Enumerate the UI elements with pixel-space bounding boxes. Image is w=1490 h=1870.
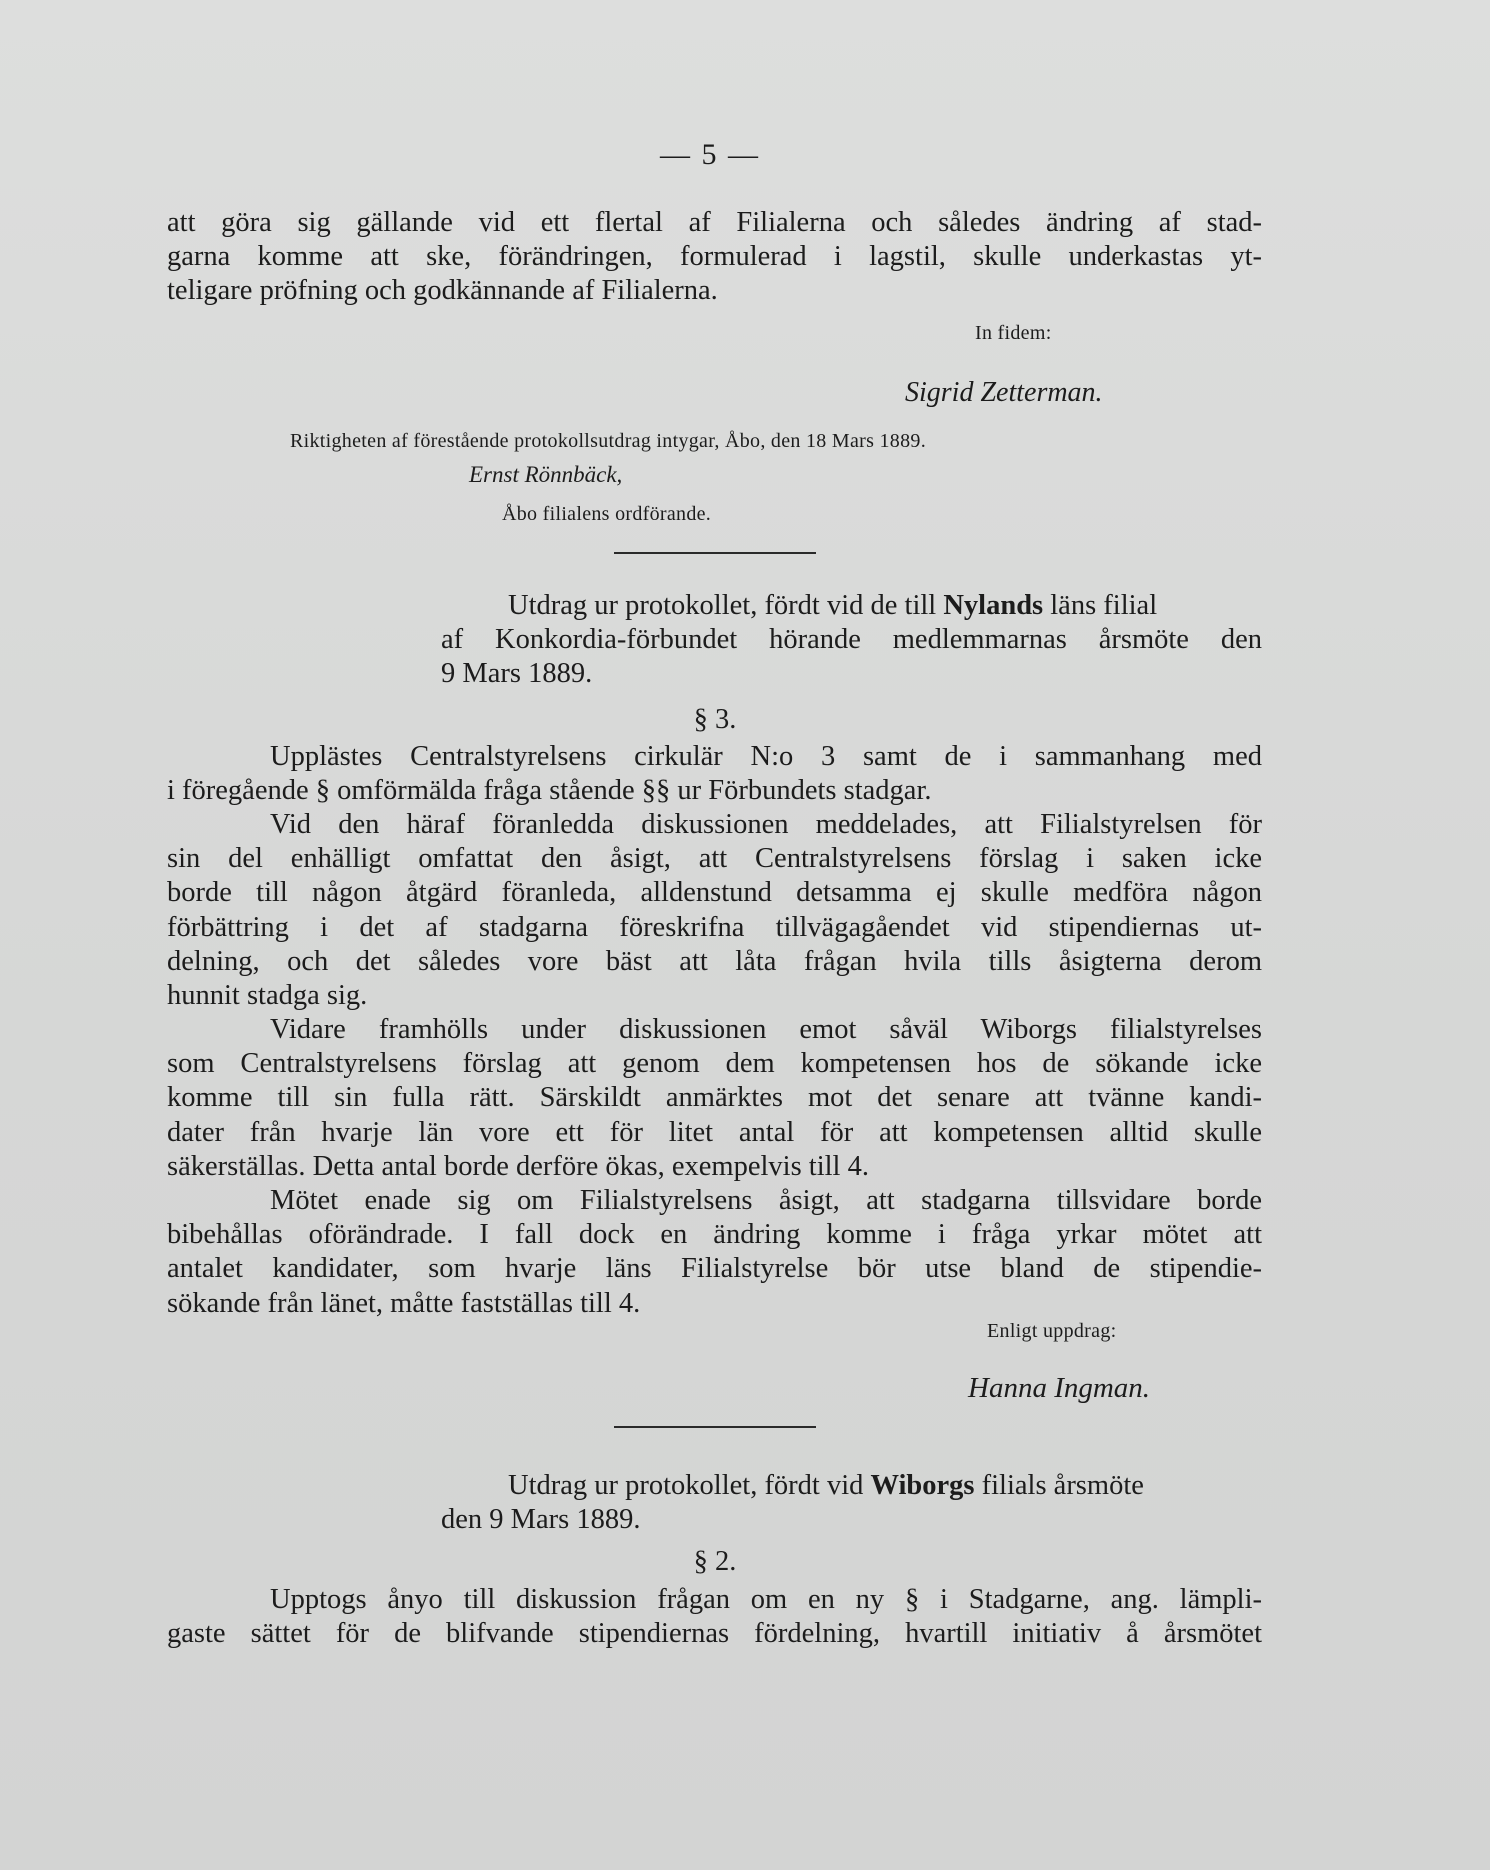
extract-heading-date: den 9 Mars 1889. bbox=[441, 1504, 641, 1535]
paragraph-further-discussion bbox=[167, 1013, 1262, 1184]
paragraph-decision bbox=[167, 1184, 1262, 1321]
text-line: antalet kandidater, som hvarje läns Filialstyrelse bör utse bland de stipendie- bbox=[167, 1253, 1262, 1285]
section-heading-2: § 2. bbox=[693, 1546, 737, 1577]
text-line: hunnit stadga sig. bbox=[167, 980, 368, 1012]
extract-heading-wiborgs bbox=[508, 1470, 1144, 1502]
signature-sigrid-zetterman: Sigrid Zetterman. bbox=[905, 377, 1103, 408]
divider-rule bbox=[614, 1426, 816, 1428]
paragraph-section3-intro bbox=[167, 740, 1262, 808]
paragraph-intro bbox=[167, 206, 1262, 309]
enligt-uppdrag-label: Enligt uppdrag: bbox=[987, 1320, 1117, 1342]
text-line: garna komme att ske, förändringen, formulerad i lagstil, skulle underkastas yt- bbox=[167, 241, 1262, 273]
extract-heading-nylands bbox=[508, 590, 1157, 622]
paragraph-section2 bbox=[167, 1583, 1262, 1651]
section-heading-3: § 3. bbox=[693, 704, 737, 735]
text-line: Upptogs ånyo till diskussion frågan om en ny § i Stadgarne, ang. lämpli- bbox=[270, 1584, 1262, 1615]
text-line: teligare pröfning och godkännande af Filialerna. bbox=[167, 275, 718, 307]
extract-heading-line: af Konkordia-förbundet hörande medlemmarnas årsmöte den bbox=[441, 624, 1262, 655]
text-line: delning, och det således vore bäst att låta frågan hvila tills åsigterna derom bbox=[167, 945, 1262, 977]
text-line: gaste sättet för de blifvande stipendiernas fördelning, hvartill initiativ å årsmötet bbox=[167, 1618, 1262, 1650]
signature-role: Åbo filialens ordförande. bbox=[502, 503, 712, 525]
in-fidem-label: In fidem: bbox=[975, 322, 1052, 344]
paragraph-discussion bbox=[167, 808, 1262, 1013]
extract-heading-text: Utdrag ur protokollet, fördt vid bbox=[508, 1470, 871, 1501]
text-line: i föregående § omförmälda fråga stående §§ ur Förbundets stadgar. bbox=[167, 775, 932, 807]
text-line: att göra sig gällande vid ett flertal af Filialerna och således ändring af stad- bbox=[167, 207, 1262, 238]
text-line: sökande från länet, måtte fastställas till 4. bbox=[167, 1287, 641, 1319]
text-line: komme till sin fulla rätt. Särskildt anmärktes mot det senare att tvänne kandi- bbox=[167, 1082, 1262, 1114]
certification-line: Riktigheten af förestående protokollsutdrag intygar, Åbo, den 18 Mars 1889. bbox=[290, 430, 927, 452]
text-line: sin del enhälligt omfattat den åsigt, att Centralstyrelsens förslag i saken icke bbox=[167, 843, 1262, 875]
extract-heading-bold: Wiborgs bbox=[870, 1470, 975, 1501]
extract-heading-bold: Nylands bbox=[943, 590, 1044, 621]
page-number: — 5 — bbox=[660, 138, 760, 171]
text-line: dater från hvarje län vore ett för litet antal för att kompetensen alltid skulle bbox=[167, 1116, 1262, 1148]
signature-hanna-ingman: Hanna Ingman. bbox=[968, 1372, 1151, 1404]
extract-heading-date: 9 Mars 1889. bbox=[441, 658, 593, 689]
text-line: borde till någon åtgärd föranleda, alldenstund detsamma ej skulle medföra någon bbox=[167, 877, 1262, 909]
extract-heading-text: läns filial bbox=[1043, 590, 1158, 621]
signature-ernst-ronnback: Ernst Rönnbäck, bbox=[469, 462, 623, 487]
text-line: Upplästes Centralstyrelsens cirkulär N:o 3 samt de i sammanhang med bbox=[270, 741, 1262, 772]
text-line: bibehållas oförändrade. I fall dock en ändring komme i fråga yrkar mötet att bbox=[167, 1219, 1262, 1251]
extract-heading-text: Utdrag ur protokollet, fördt vid de till bbox=[508, 590, 944, 621]
text-line: förbättring i det af stadgarna föreskrifna tillvägagåendet vid stipendiernas ut- bbox=[167, 911, 1262, 943]
text-line: Vid den häraf föranledda diskussionen meddelades, att Filialstyrelsen för bbox=[270, 809, 1262, 840]
text-line: Mötet enade sig om Filialstyrelsens åsigt, att stadgarna tillsvidare borde bbox=[270, 1185, 1262, 1216]
text-line: säkerställas. Detta antal borde derföre ökas, exempelvis till 4. bbox=[167, 1150, 869, 1182]
divider-rule bbox=[614, 552, 816, 554]
text-line: Vidare framhölls under diskussionen emot såväl Wiborgs filialstyrelses bbox=[270, 1014, 1262, 1045]
extract-heading-text: filials årsmöte bbox=[974, 1470, 1144, 1501]
text-line: som Centralstyrelsens förslag att genom dem kompetensen hos de sökande icke bbox=[167, 1048, 1262, 1080]
